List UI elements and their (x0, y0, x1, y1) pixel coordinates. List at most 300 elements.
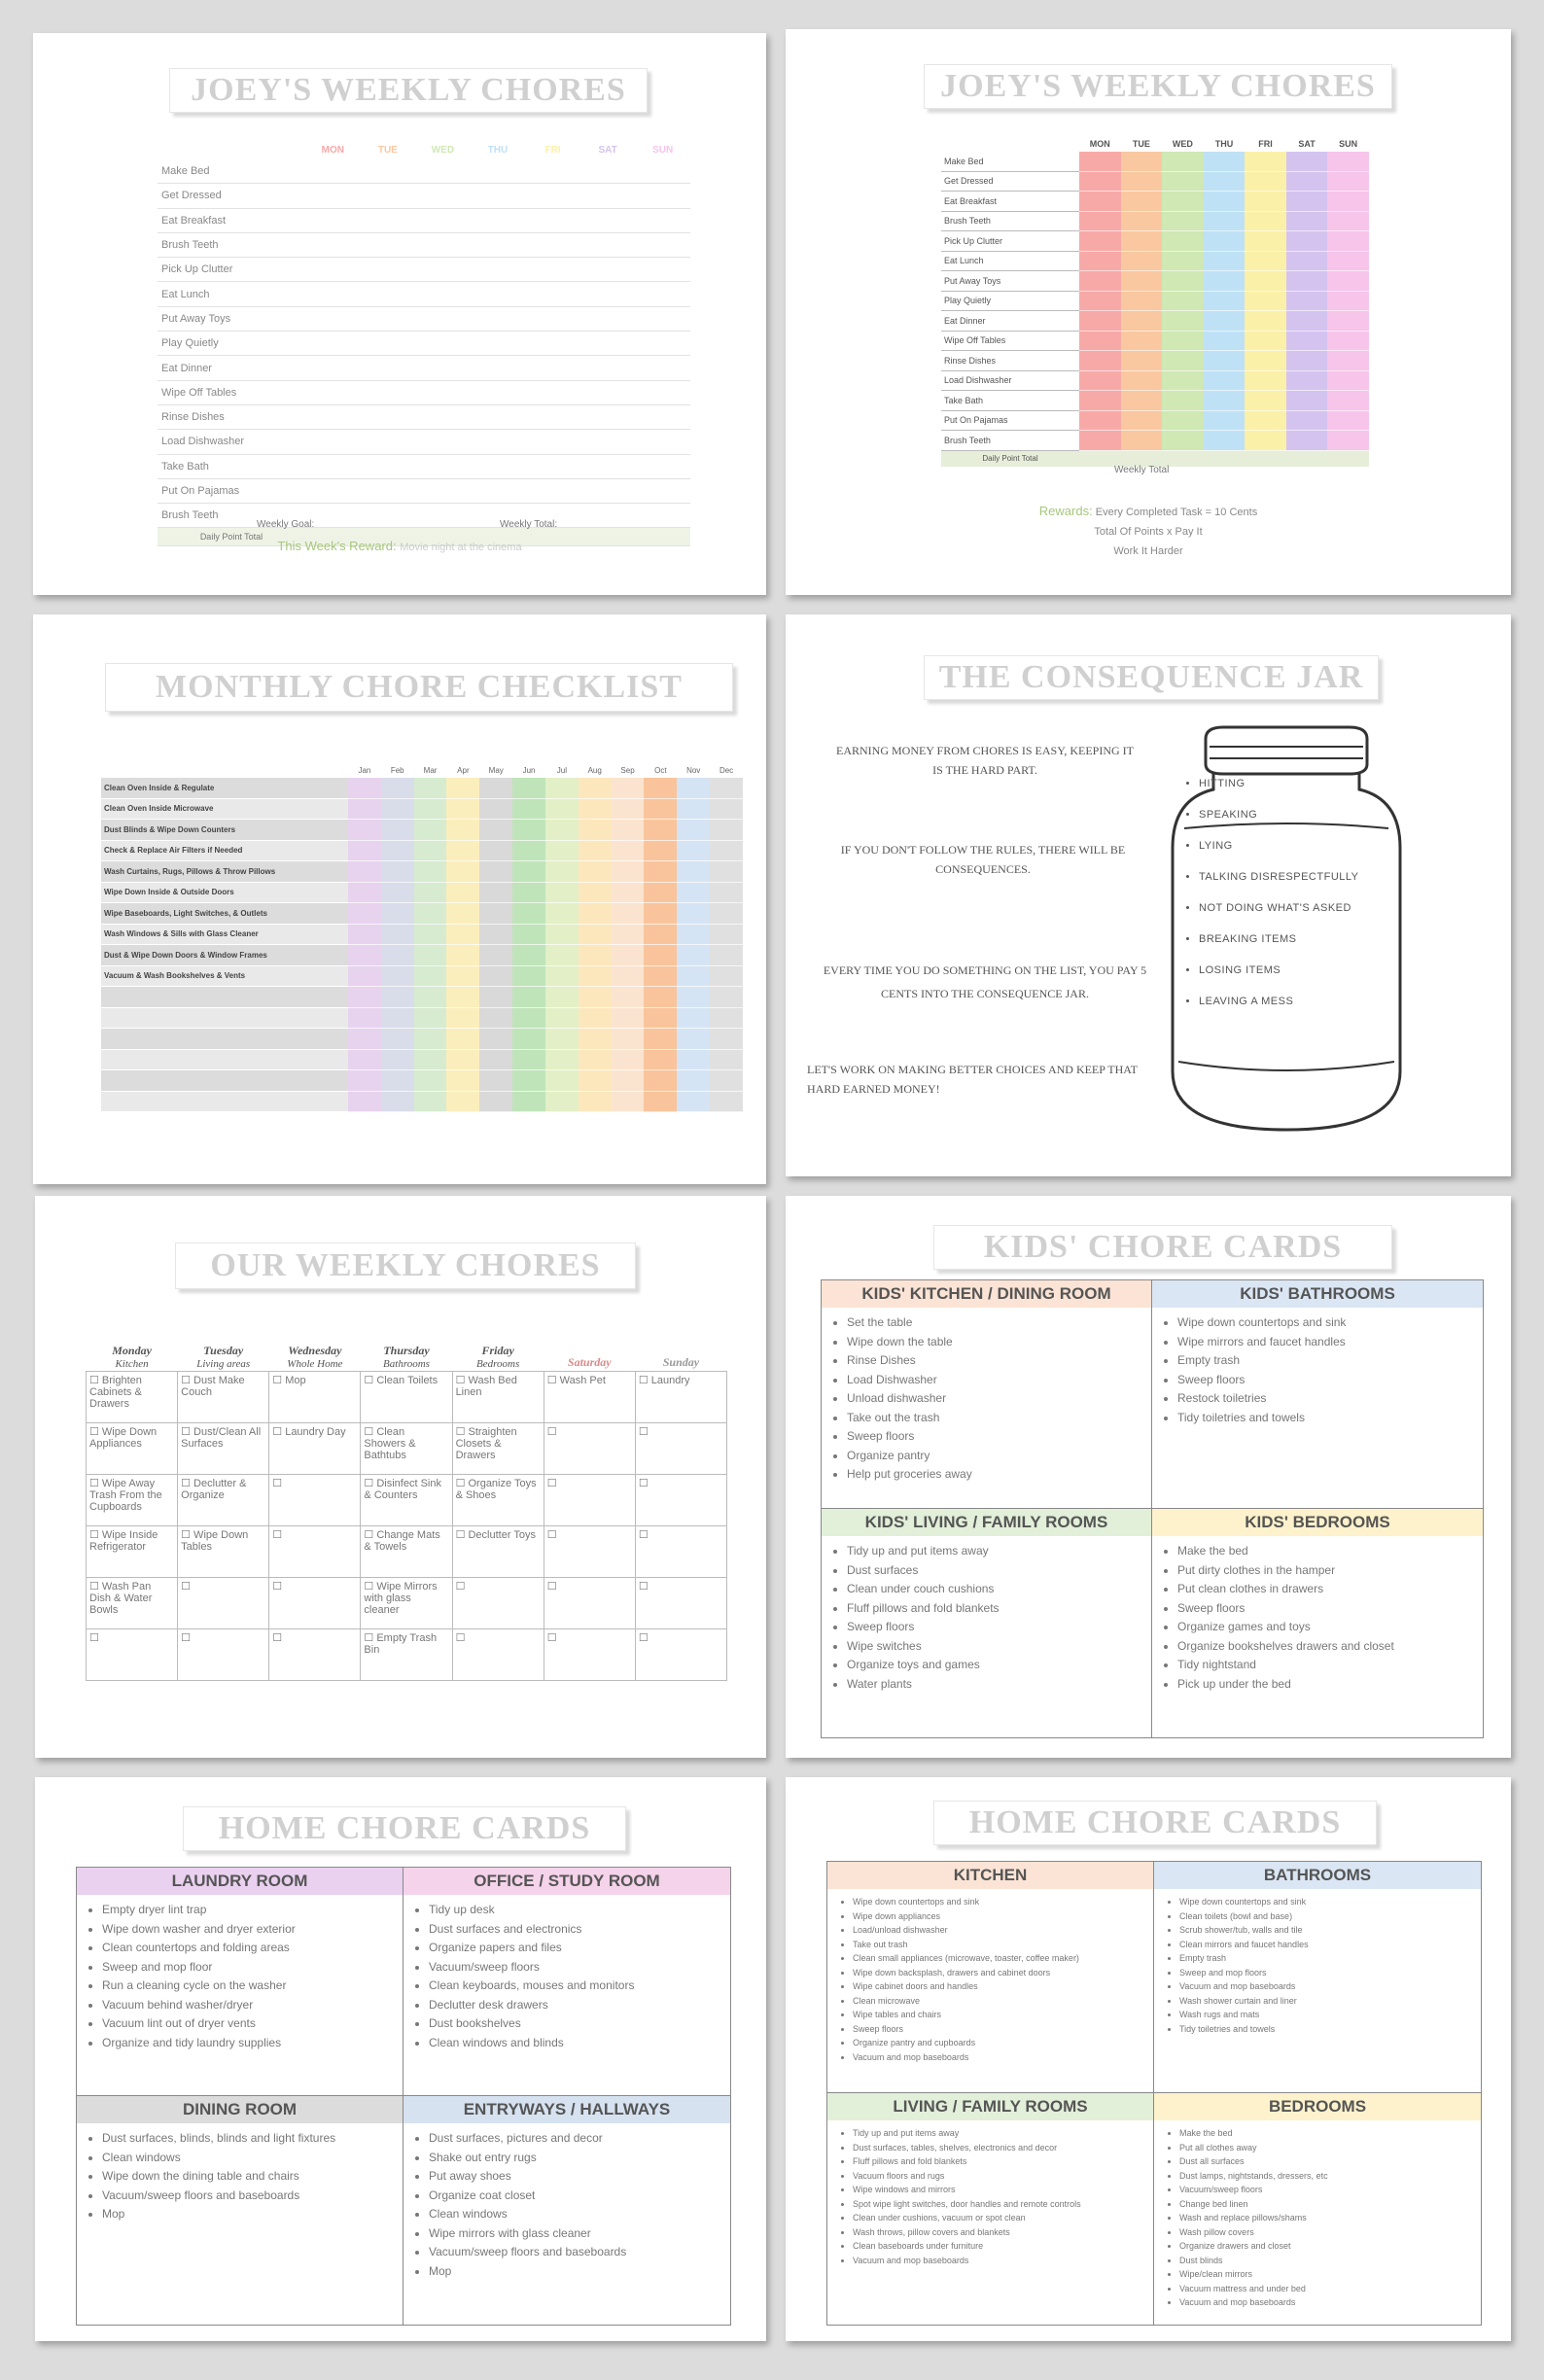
check-cell[interactable] (381, 882, 414, 903)
check-cell[interactable] (415, 208, 471, 232)
check-cell[interactable] (414, 1049, 447, 1070)
check-cell[interactable] (348, 798, 381, 820)
check-cell[interactable] (348, 1007, 381, 1029)
check-cell[interactable] (415, 232, 471, 257)
check-cell[interactable] (512, 778, 545, 798)
check-cell[interactable] (635, 504, 690, 528)
check-cell[interactable] (710, 924, 743, 945)
check-cell[interactable] (545, 778, 579, 798)
check-cell[interactable] (635, 478, 690, 503)
check-cell[interactable] (710, 1070, 743, 1092)
check-cell[interactable] (1162, 251, 1204, 271)
check-cell[interactable] (1079, 410, 1121, 431)
chore-cell[interactable]: ☐ (544, 1423, 635, 1475)
check-cell[interactable] (361, 232, 416, 257)
check-cell[interactable] (1245, 311, 1286, 332)
check-cell[interactable] (1079, 211, 1121, 231)
check-cell[interactable] (471, 159, 526, 184)
check-cell[interactable] (1327, 211, 1369, 231)
check-cell[interactable] (446, 924, 479, 945)
check-cell[interactable] (1286, 231, 1328, 252)
check-cell[interactable] (479, 778, 512, 798)
check-cell[interactable] (414, 924, 447, 945)
check-cell[interactable] (1245, 431, 1286, 451)
check-cell[interactable] (525, 430, 580, 454)
check-cell[interactable] (305, 332, 361, 356)
chore-cell[interactable]: ☐ (178, 1629, 269, 1681)
check-cell[interactable] (415, 306, 471, 331)
check-cell[interactable] (710, 1049, 743, 1070)
check-cell[interactable] (525, 184, 580, 208)
check-cell[interactable] (635, 380, 690, 404)
check-cell[interactable] (579, 1007, 612, 1029)
chore-cell[interactable]: ☐ Mop (269, 1372, 361, 1423)
check-cell[interactable] (1327, 291, 1369, 311)
check-cell[interactable] (1204, 192, 1246, 212)
check-cell[interactable] (414, 987, 447, 1008)
check-cell[interactable] (1286, 192, 1328, 212)
check-cell[interactable] (545, 903, 579, 925)
check-cell[interactable] (414, 965, 447, 987)
check-cell[interactable] (1286, 211, 1328, 231)
check-cell[interactable] (1162, 192, 1204, 212)
check-cell[interactable] (677, 882, 710, 903)
chore-cell[interactable]: ☐ (544, 1526, 635, 1578)
check-cell[interactable] (579, 861, 612, 883)
check-cell[interactable] (579, 778, 612, 798)
check-cell[interactable] (471, 184, 526, 208)
check-cell[interactable] (1286, 152, 1328, 171)
check-cell[interactable] (677, 798, 710, 820)
chore-cell[interactable]: ☐ (635, 1475, 726, 1526)
check-cell[interactable] (361, 306, 416, 331)
check-cell[interactable] (414, 820, 447, 841)
check-cell[interactable] (479, 1091, 512, 1112)
check-cell[interactable] (1162, 391, 1204, 411)
check-cell[interactable] (305, 184, 361, 208)
check-cell[interactable] (1245, 192, 1286, 212)
check-cell[interactable] (1079, 192, 1121, 212)
check-cell[interactable] (525, 332, 580, 356)
check-cell[interactable] (1245, 331, 1286, 351)
check-cell[interactable] (710, 1091, 743, 1112)
check-cell[interactable] (1245, 370, 1286, 391)
check-cell[interactable] (580, 159, 636, 184)
check-cell[interactable] (612, 924, 645, 945)
check-cell[interactable] (1079, 291, 1121, 311)
check-cell[interactable] (644, 1070, 677, 1092)
check-cell[interactable] (580, 380, 636, 404)
check-cell[interactable] (512, 840, 545, 861)
check-cell[interactable] (361, 184, 416, 208)
check-cell[interactable] (1162, 331, 1204, 351)
check-cell[interactable] (677, 840, 710, 861)
check-cell[interactable] (580, 504, 636, 528)
chore-cell[interactable]: ☐ (635, 1423, 726, 1475)
check-cell[interactable] (415, 356, 471, 380)
check-cell[interactable] (1204, 351, 1246, 371)
check-cell[interactable] (525, 208, 580, 232)
check-cell[interactable] (512, 820, 545, 841)
check-cell[interactable] (446, 945, 479, 966)
check-cell[interactable] (1121, 391, 1163, 411)
chore-cell[interactable]: ☐ (269, 1526, 361, 1578)
check-cell[interactable] (381, 820, 414, 841)
chore-cell[interactable]: ☐ Straighten Closets & Drawers (452, 1423, 544, 1475)
check-cell[interactable] (710, 778, 743, 798)
check-cell[interactable] (381, 1007, 414, 1029)
check-cell[interactable] (612, 1070, 645, 1092)
check-cell[interactable] (446, 965, 479, 987)
check-cell[interactable] (305, 232, 361, 257)
check-cell[interactable] (1121, 410, 1163, 431)
check-cell[interactable] (1162, 231, 1204, 252)
check-cell[interactable] (1121, 192, 1163, 212)
check-cell[interactable] (1245, 211, 1286, 231)
check-cell[interactable] (644, 1007, 677, 1029)
check-cell[interactable] (580, 232, 636, 257)
check-cell[interactable] (612, 861, 645, 883)
check-cell[interactable] (1327, 351, 1369, 371)
check-cell[interactable] (1286, 251, 1328, 271)
check-cell[interactable] (348, 1029, 381, 1050)
check-cell[interactable] (348, 903, 381, 925)
check-cell[interactable] (1327, 391, 1369, 411)
check-cell[interactable] (1121, 251, 1163, 271)
check-cell[interactable] (446, 1049, 479, 1070)
check-cell[interactable] (361, 478, 416, 503)
check-cell[interactable] (644, 798, 677, 820)
check-cell[interactable] (1204, 291, 1246, 311)
check-cell[interactable] (1327, 171, 1369, 192)
check-cell[interactable] (414, 1070, 447, 1092)
check-cell[interactable] (446, 840, 479, 861)
check-cell[interactable] (348, 965, 381, 987)
check-cell[interactable] (305, 282, 361, 306)
check-cell[interactable] (512, 1029, 545, 1050)
check-cell[interactable] (579, 903, 612, 925)
check-cell[interactable] (545, 840, 579, 861)
check-cell[interactable] (1286, 351, 1328, 371)
check-cell[interactable] (525, 356, 580, 380)
check-cell[interactable] (512, 1091, 545, 1112)
check-cell[interactable] (479, 840, 512, 861)
check-cell[interactable] (479, 820, 512, 841)
check-cell[interactable] (361, 504, 416, 528)
check-cell[interactable] (525, 258, 580, 282)
check-cell[interactable] (471, 454, 526, 478)
chore-cell[interactable]: ☐ (269, 1578, 361, 1629)
check-cell[interactable] (579, 945, 612, 966)
check-cell[interactable] (1121, 271, 1163, 292)
check-cell[interactable] (644, 1049, 677, 1070)
check-cell[interactable] (414, 778, 447, 798)
check-cell[interactable] (579, 924, 612, 945)
check-cell[interactable] (361, 208, 416, 232)
check-cell[interactable] (1327, 370, 1369, 391)
check-cell[interactable] (348, 882, 381, 903)
chore-cell[interactable]: ☐ Wipe Inside Refrigerator (87, 1526, 178, 1578)
check-cell[interactable] (1327, 271, 1369, 292)
chore-cell[interactable]: ☐ Disinfect Sink & Counters (361, 1475, 452, 1526)
check-cell[interactable] (1245, 271, 1286, 292)
check-cell[interactable] (471, 258, 526, 282)
check-cell[interactable] (381, 924, 414, 945)
check-cell[interactable] (1162, 410, 1204, 431)
check-cell[interactable] (644, 1091, 677, 1112)
check-cell[interactable] (612, 903, 645, 925)
check-cell[interactable] (644, 861, 677, 883)
chore-cell[interactable]: ☐ Dust Make Couch (178, 1372, 269, 1423)
check-cell[interactable] (479, 861, 512, 883)
check-cell[interactable] (512, 861, 545, 883)
check-cell[interactable] (635, 454, 690, 478)
check-cell[interactable] (361, 159, 416, 184)
check-cell[interactable] (1286, 370, 1328, 391)
check-cell[interactable] (677, 945, 710, 966)
check-cell[interactable] (525, 454, 580, 478)
chore-cell[interactable]: ☐ Wipe Down Tables (178, 1526, 269, 1578)
check-cell[interactable] (635, 430, 690, 454)
check-cell[interactable] (612, 840, 645, 861)
check-cell[interactable] (580, 208, 636, 232)
check-cell[interactable] (414, 861, 447, 883)
check-cell[interactable] (644, 778, 677, 798)
check-cell[interactable] (1204, 171, 1246, 192)
check-cell[interactable] (580, 356, 636, 380)
check-cell[interactable] (1286, 331, 1328, 351)
check-cell[interactable] (579, 840, 612, 861)
check-cell[interactable] (1079, 431, 1121, 451)
check-cell[interactable] (479, 1070, 512, 1092)
check-cell[interactable] (1327, 251, 1369, 271)
chore-cell[interactable]: ☐ Wipe Mirrors with glass cleaner (361, 1578, 452, 1629)
check-cell[interactable] (471, 356, 526, 380)
check-cell[interactable] (635, 306, 690, 331)
check-cell[interactable] (635, 159, 690, 184)
check-cell[interactable] (545, 987, 579, 1008)
check-cell[interactable] (635, 232, 690, 257)
check-cell[interactable] (415, 454, 471, 478)
check-cell[interactable] (381, 1070, 414, 1092)
check-cell[interactable] (1286, 391, 1328, 411)
chore-cell[interactable]: ☐ Brighten Cabinets & Drawers (87, 1372, 178, 1423)
check-cell[interactable] (580, 478, 636, 503)
check-cell[interactable] (415, 430, 471, 454)
check-cell[interactable] (1286, 311, 1328, 332)
check-cell[interactable] (525, 404, 580, 429)
check-cell[interactable] (710, 820, 743, 841)
check-cell[interactable] (361, 380, 416, 404)
check-cell[interactable] (1245, 291, 1286, 311)
chore-cell[interactable]: ☐ Dust/Clean All Surfaces (178, 1423, 269, 1475)
check-cell[interactable] (644, 1029, 677, 1050)
check-cell[interactable] (525, 282, 580, 306)
check-cell[interactable] (305, 478, 361, 503)
check-cell[interactable] (381, 1029, 414, 1050)
chore-cell[interactable]: ☐ Declutter & Organize (178, 1475, 269, 1526)
check-cell[interactable] (348, 1049, 381, 1070)
check-cell[interactable] (525, 478, 580, 503)
check-cell[interactable] (471, 430, 526, 454)
check-cell[interactable] (1245, 251, 1286, 271)
check-cell[interactable] (471, 306, 526, 331)
check-cell[interactable] (414, 903, 447, 925)
check-cell[interactable] (710, 1007, 743, 1029)
check-cell[interactable] (1162, 431, 1204, 451)
check-cell[interactable] (415, 184, 471, 208)
check-cell[interactable] (471, 404, 526, 429)
check-cell[interactable] (361, 430, 416, 454)
check-cell[interactable] (512, 1007, 545, 1029)
check-cell[interactable] (348, 861, 381, 883)
check-cell[interactable] (1286, 431, 1328, 451)
check-cell[interactable] (677, 1049, 710, 1070)
check-cell[interactable] (415, 282, 471, 306)
check-cell[interactable] (1286, 291, 1328, 311)
check-cell[interactable] (1327, 192, 1369, 212)
check-cell[interactable] (348, 1091, 381, 1112)
check-cell[interactable] (525, 380, 580, 404)
check-cell[interactable] (677, 1091, 710, 1112)
check-cell[interactable] (580, 258, 636, 282)
chore-cell[interactable]: ☐ Wipe Down Appliances (87, 1423, 178, 1475)
check-cell[interactable] (1162, 171, 1204, 192)
check-cell[interactable] (1204, 431, 1246, 451)
check-cell[interactable] (612, 882, 645, 903)
check-cell[interactable] (579, 798, 612, 820)
check-cell[interactable] (1121, 231, 1163, 252)
check-cell[interactable] (710, 945, 743, 966)
check-cell[interactable] (677, 987, 710, 1008)
check-cell[interactable] (710, 861, 743, 883)
check-cell[interactable] (446, 1029, 479, 1050)
check-cell[interactable] (580, 282, 636, 306)
check-cell[interactable] (545, 1070, 579, 1092)
check-cell[interactable] (1162, 351, 1204, 371)
check-cell[interactable] (512, 945, 545, 966)
check-cell[interactable] (361, 404, 416, 429)
check-cell[interactable] (479, 1029, 512, 1050)
check-cell[interactable] (1162, 291, 1204, 311)
check-cell[interactable] (361, 258, 416, 282)
check-cell[interactable] (415, 258, 471, 282)
check-cell[interactable] (1245, 391, 1286, 411)
check-cell[interactable] (446, 861, 479, 883)
check-cell[interactable] (446, 1007, 479, 1029)
check-cell[interactable] (414, 882, 447, 903)
check-cell[interactable] (415, 332, 471, 356)
check-cell[interactable] (677, 965, 710, 987)
check-cell[interactable] (415, 478, 471, 503)
check-cell[interactable] (1162, 271, 1204, 292)
chore-cell[interactable]: ☐ (178, 1578, 269, 1629)
check-cell[interactable] (612, 1091, 645, 1112)
check-cell[interactable] (1079, 370, 1121, 391)
check-cell[interactable] (446, 798, 479, 820)
check-cell[interactable] (1121, 311, 1163, 332)
chore-cell[interactable]: ☐ (269, 1629, 361, 1681)
check-cell[interactable] (1121, 171, 1163, 192)
check-cell[interactable] (381, 965, 414, 987)
chore-cell[interactable]: ☐ Clean Toilets (361, 1372, 452, 1423)
check-cell[interactable] (381, 903, 414, 925)
check-cell[interactable] (414, 1007, 447, 1029)
check-cell[interactable] (1121, 370, 1163, 391)
check-cell[interactable] (710, 965, 743, 987)
check-cell[interactable] (1162, 311, 1204, 332)
check-cell[interactable] (710, 882, 743, 903)
check-cell[interactable] (361, 454, 416, 478)
check-cell[interactable] (1245, 351, 1286, 371)
check-cell[interactable] (1079, 171, 1121, 192)
chore-cell[interactable]: ☐ (635, 1526, 726, 1578)
check-cell[interactable] (612, 945, 645, 966)
check-cell[interactable] (305, 430, 361, 454)
check-cell[interactable] (414, 798, 447, 820)
check-cell[interactable] (1121, 152, 1163, 171)
check-cell[interactable] (545, 924, 579, 945)
check-cell[interactable] (381, 1049, 414, 1070)
check-cell[interactable] (635, 356, 690, 380)
check-cell[interactable] (545, 882, 579, 903)
check-cell[interactable] (479, 924, 512, 945)
check-cell[interactable] (1245, 152, 1286, 171)
check-cell[interactable] (644, 840, 677, 861)
check-cell[interactable] (305, 380, 361, 404)
check-cell[interactable] (580, 454, 636, 478)
check-cell[interactable] (635, 282, 690, 306)
chore-cell[interactable]: ☐ Wash Pan Dish & Water Bowls (87, 1578, 178, 1629)
chore-cell[interactable]: ☐ (544, 1629, 635, 1681)
check-cell[interactable] (512, 1049, 545, 1070)
check-cell[interactable] (545, 1049, 579, 1070)
check-cell[interactable] (1079, 251, 1121, 271)
check-cell[interactable] (1121, 331, 1163, 351)
check-cell[interactable] (471, 232, 526, 257)
chore-cell[interactable]: ☐ Declutter Toys (452, 1526, 544, 1578)
check-cell[interactable] (635, 332, 690, 356)
check-cell[interactable] (1327, 331, 1369, 351)
check-cell[interactable] (415, 504, 471, 528)
check-cell[interactable] (1286, 271, 1328, 292)
check-cell[interactable] (512, 903, 545, 925)
check-cell[interactable] (1204, 410, 1246, 431)
check-cell[interactable] (471, 478, 526, 503)
check-cell[interactable] (579, 1029, 612, 1050)
check-cell[interactable] (348, 1070, 381, 1092)
check-cell[interactable] (512, 882, 545, 903)
check-cell[interactable] (414, 1029, 447, 1050)
check-cell[interactable] (525, 159, 580, 184)
check-cell[interactable] (1245, 231, 1286, 252)
check-cell[interactable] (644, 987, 677, 1008)
check-cell[interactable] (479, 945, 512, 966)
check-cell[interactable] (1204, 311, 1246, 332)
check-cell[interactable] (305, 404, 361, 429)
chore-cell[interactable]: ☐ Wash Pet (544, 1372, 635, 1423)
check-cell[interactable] (348, 820, 381, 841)
check-cell[interactable] (305, 454, 361, 478)
check-cell[interactable] (305, 159, 361, 184)
check-cell[interactable] (710, 1029, 743, 1050)
check-cell[interactable] (381, 861, 414, 883)
check-cell[interactable] (305, 258, 361, 282)
check-cell[interactable] (1327, 152, 1369, 171)
check-cell[interactable] (1079, 231, 1121, 252)
check-cell[interactable] (677, 778, 710, 798)
check-cell[interactable] (348, 987, 381, 1008)
